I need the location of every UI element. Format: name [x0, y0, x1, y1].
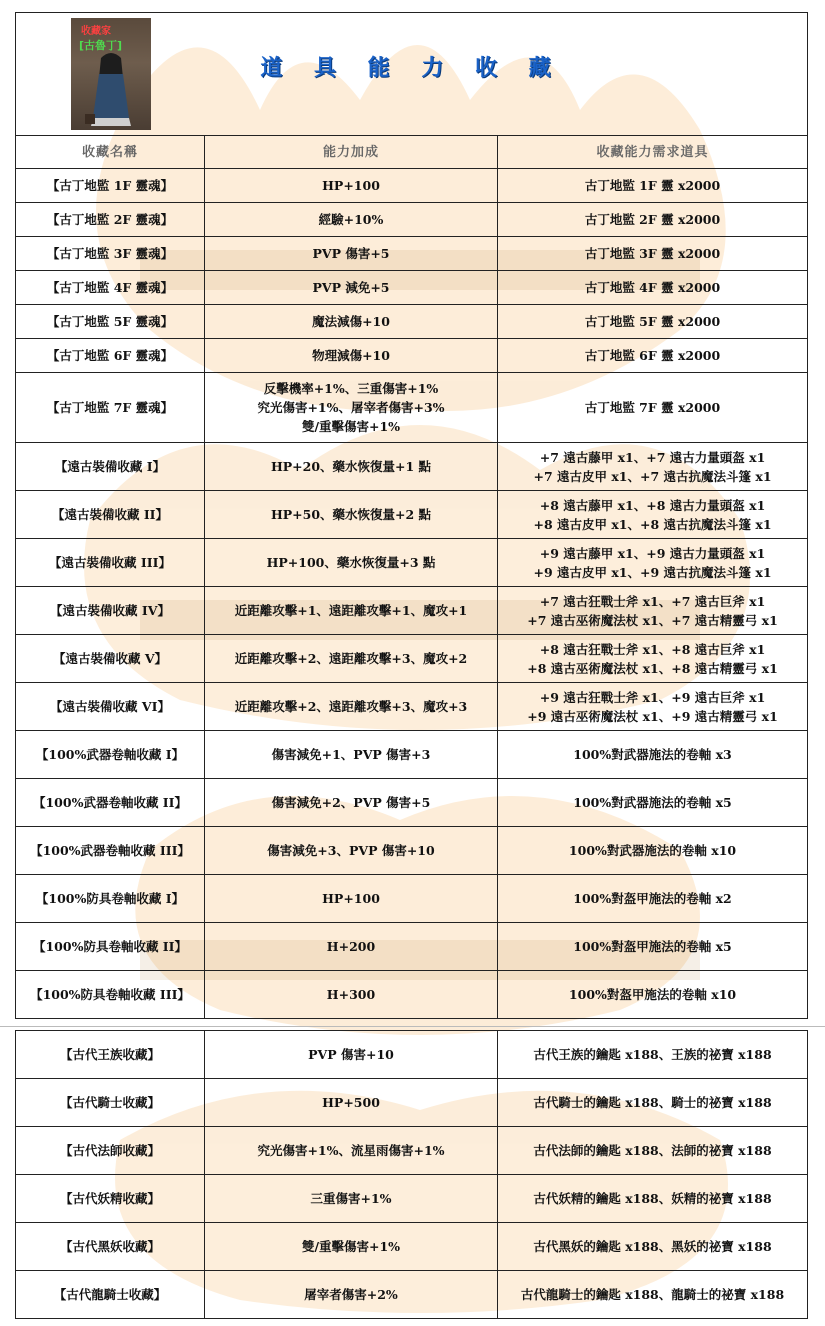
required-items: [498, 971, 808, 1019]
requirement-line: 古丁地監 6F 靈 x2000: [584, 348, 721, 363]
required-items: [498, 271, 808, 305]
bonus-line: 物理減傷+10: [312, 348, 390, 363]
bonus-line: 魔法減傷+10: [312, 314, 390, 329]
requirement-line: +9 遠古巫術魔法杖 x1、+9 遠古精靈弓 x1: [527, 708, 778, 724]
table-row: [16, 587, 808, 635]
requirement-line: +7 遠古藤甲 x1、+7 遠古力量頭盔 x1: [539, 449, 766, 465]
ability-bonus: [205, 305, 498, 339]
requirement-line: +8 遠古巫術魔法杖 x1、+8 遠古精靈弓 x1: [527, 660, 778, 676]
table-row: [16, 305, 808, 339]
required-items: [498, 635, 808, 683]
collection-name: 【遠古裝備收藏 III】: [16, 539, 205, 587]
ability-bonus: [205, 1175, 498, 1223]
ability-bonus: [205, 339, 498, 373]
collection-name: 【遠古裝備收藏 VI】: [16, 683, 205, 731]
required-items: [498, 373, 808, 443]
collection-name: 【古丁地監 7F 靈魂】: [16, 373, 205, 443]
table-row: [16, 169, 808, 203]
table-row: [16, 827, 808, 875]
collection-name: 【遠古裝備收藏 IV】: [16, 587, 205, 635]
required-items: [498, 587, 808, 635]
requirement-line: 古丁地監 4F 靈 x2000: [584, 280, 721, 295]
ability-bonus: [205, 827, 498, 875]
table-row: [16, 339, 808, 373]
collection-table-main: [15, 12, 808, 1019]
requirement-line: 100%對武器施法的卷軸 x3: [573, 747, 732, 762]
table-row: [16, 1223, 808, 1271]
required-items: [498, 1079, 808, 1127]
requirement-line: 古代黑妖的鑰匙 x188、黑妖的祕寶 x188: [533, 1239, 772, 1254]
bonus-line: 究光傷害+1%、流星雨傷害+1%: [257, 1143, 445, 1158]
ability-bonus: [205, 1223, 498, 1271]
table-row: [16, 971, 808, 1019]
required-items: [498, 1223, 808, 1271]
table-row: [16, 683, 808, 731]
table-row: [16, 1271, 808, 1319]
table-row: [16, 731, 808, 779]
ability-bonus: [205, 779, 498, 827]
required-items: [498, 491, 808, 539]
collection-name: 【古代黑妖收藏】: [16, 1223, 205, 1271]
bonus-line: HP+100: [322, 891, 380, 906]
npc-location-label: [古魯丁]: [79, 39, 123, 52]
bonus-line: 近距離攻擊+2、遠距離攻擊+3、魔攻+3: [234, 699, 468, 714]
collection-name: 【100%武器卷軸收藏 I】: [16, 731, 205, 779]
requirement-line: +9 遠古狂戰士斧 x1、+9 遠古巨斧 x1: [539, 689, 766, 705]
bonus-line: PVP 減免+5: [312, 280, 390, 295]
table-row: [16, 1175, 808, 1223]
required-items: [498, 683, 808, 731]
table-row: [16, 1079, 808, 1127]
table-row: [16, 373, 808, 443]
requirement-line: 古丁地監 1F 靈 x2000: [584, 178, 721, 193]
collection-name: 【100%防具卷軸收藏 I】: [16, 875, 205, 923]
page-header: [16, 13, 808, 136]
bonus-line: HP+50、藥水恢復量+2 點: [270, 507, 432, 522]
required-items: [498, 1271, 808, 1319]
collection-name: 【古代龍騎士收藏】: [16, 1271, 205, 1319]
required-items: [498, 339, 808, 373]
collection-name: 【遠古裝備收藏 V】: [16, 635, 205, 683]
collection-name: 【100%武器卷軸收藏 II】: [16, 779, 205, 827]
collection-name: 【古代妖精收藏】: [16, 1175, 205, 1223]
requirement-line: 古代王族的鑰匙 x188、王族的祕寶 x188: [533, 1047, 772, 1062]
ability-bonus: [205, 237, 498, 271]
collection-name: 【100%武器卷軸收藏 III】: [16, 827, 205, 875]
bonus-line: H+200: [326, 939, 376, 954]
required-items: [498, 169, 808, 203]
bonus-line: 傷害減免+2、PVP 傷害+5: [271, 795, 431, 810]
bonus-line: 雙/重擊傷害+1%: [301, 1239, 401, 1254]
ability-bonus: [205, 635, 498, 683]
bonus-line: 傷害減免+3、PVP 傷害+10: [267, 843, 435, 858]
bonus-line: 經驗+10%: [318, 212, 384, 227]
ability-bonus: [205, 491, 498, 539]
ability-bonus: [205, 373, 498, 443]
requirement-line: +9 遠古皮甲 x1、+9 遠古抗魔法斗篷 x1: [533, 564, 772, 580]
npc-role-label: 收藏家: [81, 26, 111, 37]
table-row: [16, 875, 808, 923]
required-items: [498, 779, 808, 827]
bonus-line: HP+100: [322, 178, 380, 193]
required-items: [498, 875, 808, 923]
ability-bonus: [205, 169, 498, 203]
ability-bonus: [205, 203, 498, 237]
requirement-line: 古代法師的鑰匙 x188、法師的祕寶 x188: [533, 1143, 772, 1158]
required-items: [498, 923, 808, 971]
requirement-line: 100%對盔甲施法的卷軸 x10: [568, 987, 737, 1002]
bonus-line: 屠宰者傷害+2%: [304, 1287, 398, 1302]
bonus-line: PVP 傷害+5: [312, 246, 390, 261]
collection-name: 【古丁地監 3F 靈魂】: [16, 237, 205, 271]
table-row: [16, 923, 808, 971]
ability-bonus: [205, 1127, 498, 1175]
requirement-line: 古代騎士的鑰匙 x188、騎士的祕寶 x188: [533, 1095, 772, 1110]
header-collection-name: 收藏名稱: [16, 136, 205, 169]
table-row: [16, 1031, 808, 1079]
ability-bonus: [205, 683, 498, 731]
required-items: [498, 1175, 808, 1223]
required-items: [498, 305, 808, 339]
required-items: [498, 731, 808, 779]
bonus-line: PVP 傷害+10: [308, 1047, 394, 1062]
ability-bonus: [205, 539, 498, 587]
bonus-line: 雙/重擊傷害+1%: [301, 419, 401, 434]
collection-name: 【100%防具卷軸收藏 II】: [16, 923, 205, 971]
requirement-line: +7 遠古狂戰士斧 x1、+7 遠古巨斧 x1: [539, 593, 766, 609]
table-row: [16, 443, 808, 491]
collection-name: 【古丁地監 6F 靈魂】: [16, 339, 205, 373]
required-items: [498, 203, 808, 237]
ability-bonus: [205, 923, 498, 971]
ability-bonus: [205, 731, 498, 779]
bonus-line: 究光傷害+1%、屠宰者傷害+3%: [257, 400, 445, 415]
bonus-line: 近距離攻擊+1、遠距離攻擊+1、魔攻+1: [234, 603, 468, 618]
requirement-line: 古代妖精的鑰匙 x188、妖精的祕寶 x188: [533, 1191, 772, 1206]
bonus-line: 傷害減免+1、PVP 傷害+3: [271, 747, 431, 762]
requirement-line: 100%對盔甲施法的卷軸 x5: [573, 939, 732, 954]
requirement-line: +8 遠古狂戰士斧 x1、+8 遠古巨斧 x1: [539, 641, 766, 657]
collection-name: 【古丁地監 5F 靈魂】: [16, 305, 205, 339]
bonus-line: 反擊機率+1%、三重傷害+1%: [263, 381, 439, 396]
collection-name: 【古丁地監 2F 靈魂】: [16, 203, 205, 237]
requirement-line: +7 遠古皮甲 x1、+7 遠古抗魔法斗篷 x1: [533, 468, 772, 484]
required-items: [498, 827, 808, 875]
collection-name: 【遠古裝備收藏 I】: [16, 443, 205, 491]
requirement-line: 古代龍騎士的鑰匙 x188、龍騎士的祕寶 x188: [520, 1287, 785, 1302]
ability-bonus: [205, 1031, 498, 1079]
table-row: [16, 635, 808, 683]
required-items: [498, 1127, 808, 1175]
requirement-line: 古丁地監 7F 靈 x2000: [584, 400, 721, 415]
collection-name: 【古代騎士收藏】: [16, 1079, 205, 1127]
ability-bonus: [205, 875, 498, 923]
bonus-line: H+300: [326, 987, 376, 1002]
collection-table-ancient: [15, 1030, 808, 1319]
requirement-line: +8 遠古藤甲 x1、+8 遠古力量頭盔 x1: [539, 497, 766, 513]
collection-name: 【遠古裝備收藏 II】: [16, 491, 205, 539]
requirement-line: +7 遠古巫術魔法杖 x1、+7 遠古精靈弓 x1: [527, 612, 778, 628]
ability-bonus: [205, 587, 498, 635]
bonus-line: HP+100、藥水恢復量+3 點: [266, 555, 436, 570]
bonus-line: 三重傷害+1%: [310, 1191, 392, 1206]
ability-bonus: [205, 271, 498, 305]
table-row: [16, 203, 808, 237]
collection-name: 【古代法師收藏】: [16, 1127, 205, 1175]
table-row: [16, 539, 808, 587]
required-items: [498, 443, 808, 491]
collection-name: 【古丁地監 1F 靈魂】: [16, 169, 205, 203]
collection-name: 【古丁地監 4F 靈魂】: [16, 271, 205, 305]
collection-name: 【100%防具卷軸收藏 III】: [16, 971, 205, 1019]
ability-bonus: [205, 971, 498, 1019]
bonus-line: HP+500: [322, 1095, 380, 1110]
ability-bonus: [205, 443, 498, 491]
requirement-line: 古丁地監 5F 靈 x2000: [584, 314, 721, 329]
table-row: [16, 237, 808, 271]
requirement-line: 100%對武器施法的卷軸 x10: [568, 843, 737, 858]
table-row: [16, 491, 808, 539]
bonus-line: HP+20、藥水恢復量+1 點: [270, 459, 432, 474]
ability-bonus: [205, 1079, 498, 1127]
requirement-line: 古丁地監 2F 靈 x2000: [584, 212, 721, 227]
required-items: [498, 1031, 808, 1079]
table-row: [16, 271, 808, 305]
requirement-line: +8 遠古皮甲 x1、+8 遠古抗魔法斗篷 x1: [533, 516, 772, 532]
section-divider: [0, 1026, 825, 1027]
required-items: [498, 237, 808, 271]
page-title: 道 具 能 力 收 藏: [260, 56, 563, 81]
bonus-line: 近距離攻擊+2、遠距離攻擊+3、魔攻+2: [234, 651, 468, 666]
table-row: [16, 779, 808, 827]
ability-bonus: [205, 1271, 498, 1319]
table-row: [16, 1127, 808, 1175]
header-required-items: 收藏能力需求道具: [498, 136, 808, 169]
collection-name: 【古代王族收藏】: [16, 1031, 205, 1079]
requirement-line: 古丁地監 3F 靈 x2000: [584, 246, 721, 261]
requirement-line: 100%對盔甲施法的卷軸 x2: [573, 891, 732, 906]
required-items: [498, 539, 808, 587]
header-ability-bonus: 能力加成: [205, 136, 498, 169]
requirement-line: 100%對武器施法的卷軸 x5: [573, 795, 732, 810]
requirement-line: +9 遠古藤甲 x1、+9 遠古力量頭盔 x1: [539, 545, 766, 561]
